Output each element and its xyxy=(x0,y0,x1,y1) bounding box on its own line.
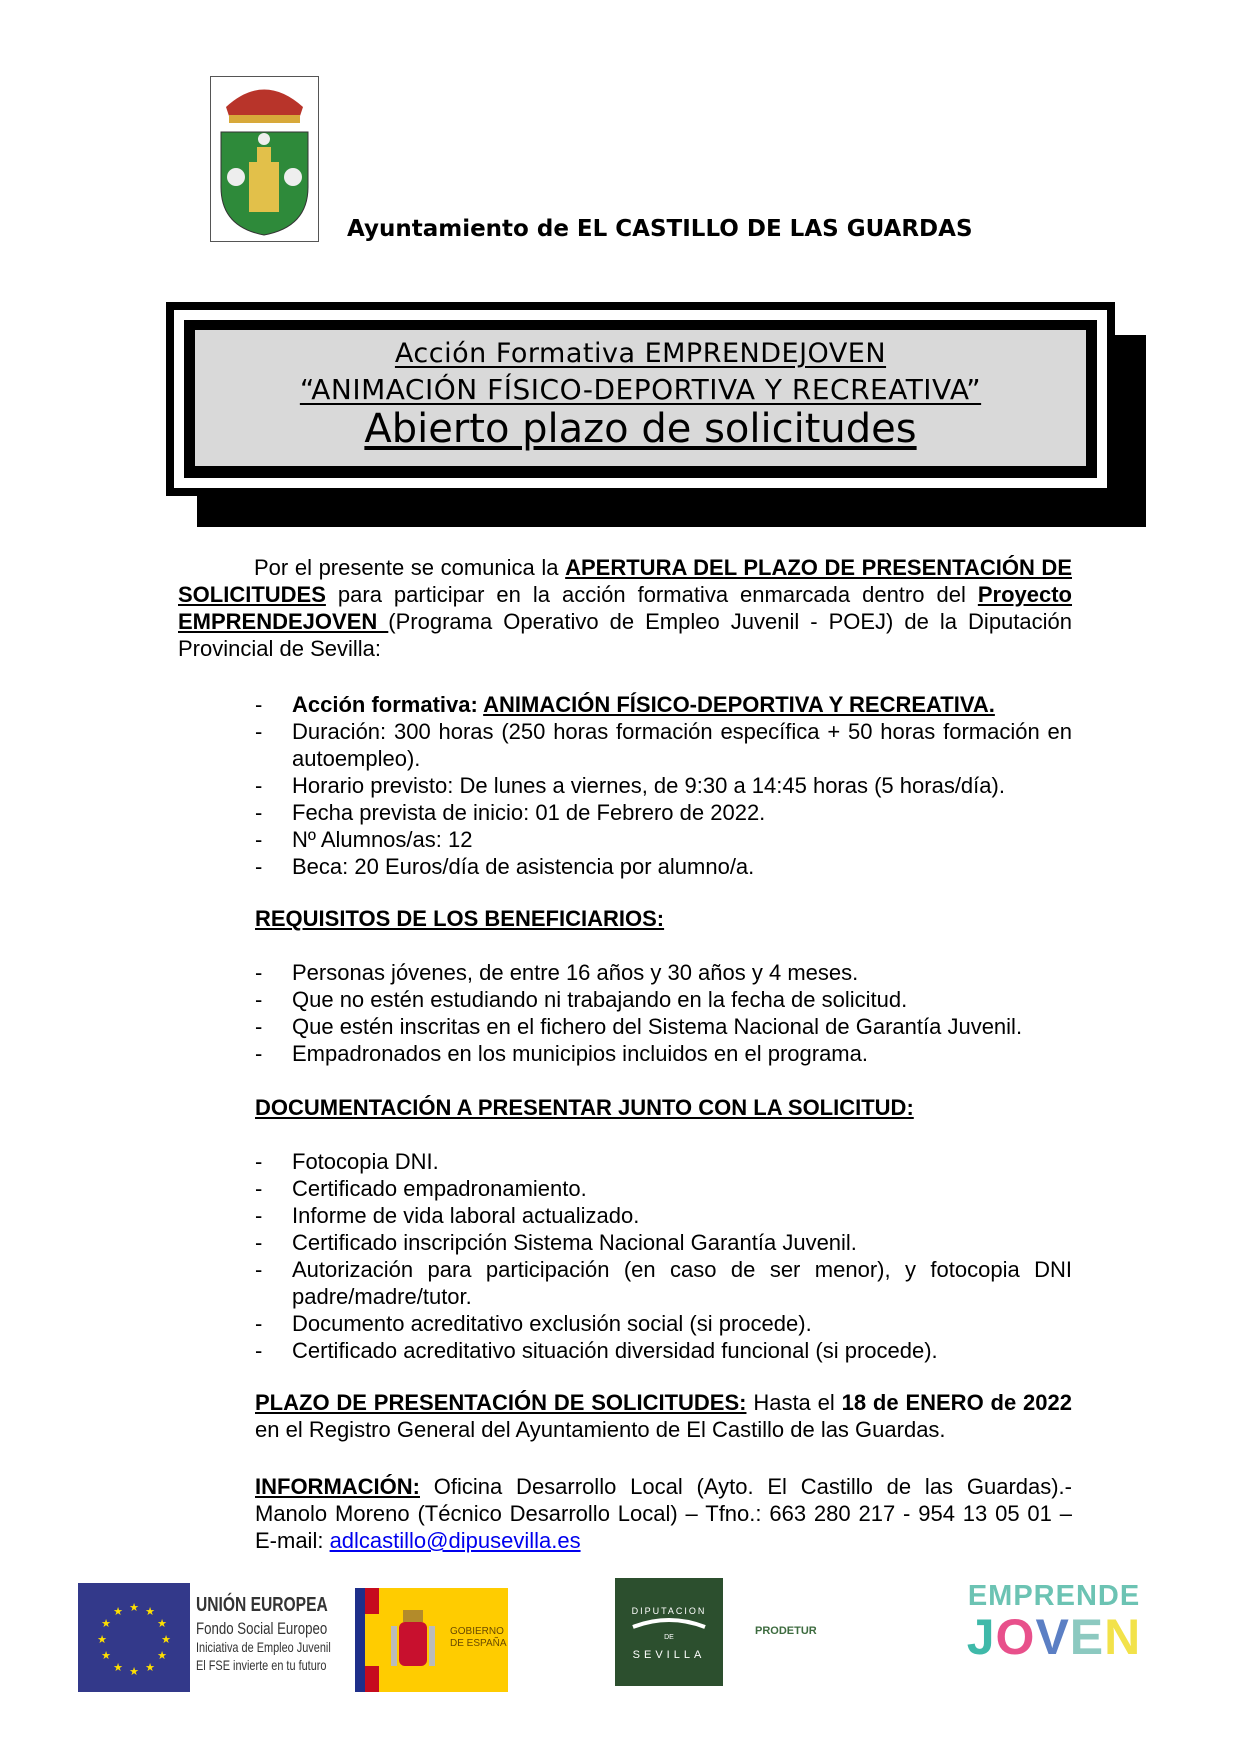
svg-text:★: ★ xyxy=(157,1618,167,1630)
svg-text:★: ★ xyxy=(97,1634,107,1646)
list-item: - Certificado empadronamiento. xyxy=(255,1175,1072,1202)
emprende-text: EMPRENDE xyxy=(967,1580,1141,1612)
svg-text:★: ★ xyxy=(145,1606,155,1618)
contact-label: INFORMACIÓN: xyxy=(255,1474,420,1499)
list-item: - Que no estén estudiando ni trabajando en la fecha de solicitud. xyxy=(255,986,1072,1013)
list-item: - Personas jóvenes, de entre 16 años y 30 años y 4 meses. xyxy=(255,959,1072,986)
emprende-joven-logo xyxy=(959,1580,1149,1665)
joven-letter: E xyxy=(1069,1609,1105,1665)
svg-text:★: ★ xyxy=(101,1650,111,1662)
intro-text: para participar en la acción formativa enmarcada dentro del xyxy=(325,582,978,607)
svg-text:★: ★ xyxy=(145,1662,155,1674)
list-item: - Autorización para participación (en caso de ser menor), y fotocopia DNI padre/madre/tutor. xyxy=(255,1256,1072,1310)
intro-highlight: APERTURA DEL PLAZO DE PRESENTACIÓN DE SOLICITUDES xyxy=(178,555,1072,607)
eu-text: UNIÓN EUROPEA xyxy=(196,1594,328,1616)
eu-text: El FSE invierte en tu futuro xyxy=(196,1656,327,1673)
diputacion-text: DE xyxy=(664,1634,674,1641)
diputacion-text: SEVILLA xyxy=(632,1649,706,1661)
svg-text:★: ★ xyxy=(157,1650,167,1662)
contact-text: Oficina Desarrollo Local (Ayto. El Castillo de las Guardas).- Manolo Moreno (Técnico Desarrollo Local) – Tfno.: 663 280 217 - 954 13 05 01 – E-mail: xyxy=(255,1474,1072,1553)
svg-text:★: ★ xyxy=(129,1666,139,1678)
prodetur-logo: PRODETUR xyxy=(755,1625,817,1637)
spain-coat-of-arms-icon xyxy=(391,1604,435,1676)
deadline-text: Hasta el xyxy=(746,1390,842,1415)
list-item: - Documento acreditativo exclusión social (si procede). xyxy=(255,1310,1072,1337)
banner-title: Abierto plazo de solicitudes xyxy=(364,406,917,452)
banner-line-1: Acción Formativa EMPRENDEJOVEN xyxy=(394,338,887,369)
list-item: - Certificado inscripción Sistema Nacional Garantía Juvenil. xyxy=(255,1229,1072,1256)
eu-text: Fondo Social Europeo xyxy=(196,1619,328,1638)
svg-text:★: ★ xyxy=(161,1634,171,1646)
joven-letter: O xyxy=(995,1609,1036,1665)
municipal-coat-of-arms xyxy=(210,76,319,242)
joven-letter: N xyxy=(1104,1609,1142,1665)
requirements-list xyxy=(255,959,1072,1067)
svg-text:★: ★ xyxy=(113,1662,123,1674)
list-item: - Beca: 20 Euros/día de asistencia por alumno/a. xyxy=(255,853,1072,880)
intro-paragraph xyxy=(178,554,1072,662)
joven-text xyxy=(959,1609,1149,1665)
detail-label: Acción formativa: xyxy=(292,692,484,717)
spain-text: GOBIERNO DE ESPAÑA xyxy=(450,1626,507,1649)
banner xyxy=(195,330,1086,466)
diputacion-sevilla-logo xyxy=(615,1578,723,1686)
list-item: - Informe de vida laboral actualizado. xyxy=(255,1202,1072,1229)
svg-text:★: ★ xyxy=(101,1618,111,1630)
detail-value: ANIMACIÓN FÍSICO-DEPORTIVA Y RECREATIVA. xyxy=(483,692,995,717)
list-item: - Fotocopia DNI. xyxy=(255,1148,1072,1175)
eu-logo xyxy=(78,1583,334,1692)
joven-letter: J xyxy=(966,1609,996,1665)
list-item: - Duración: 300 horas (250 horas formación específica + 50 horas formación en autoempleo). xyxy=(255,718,1072,772)
joven-letter: V xyxy=(1035,1609,1070,1665)
svg-text:★: ★ xyxy=(129,1602,139,1614)
course-details-list xyxy=(255,691,1072,880)
list-item: - Horario previsto: De lunes a viernes, de 9:30 a 14:45 horas (5 horas/día). xyxy=(255,772,1072,799)
list-item xyxy=(255,691,1072,718)
deadline-text: en el Registro General del Ayuntamiento de El Castillo de las Guardas. xyxy=(255,1417,946,1442)
requirements-heading: REQUISITOS DE LOS BENEFICIARIOS: xyxy=(255,906,665,931)
diputacion-text: DIPUTACION xyxy=(631,1606,707,1616)
project-name: Proyecto EMPRENDEJOVEN xyxy=(178,582,1072,634)
municipality-heading: Ayuntamiento de EL CASTILLO DE LAS GUARDAS xyxy=(347,216,973,242)
eu-flag xyxy=(78,1583,190,1692)
gobierno-espana-logo xyxy=(355,1588,508,1692)
intro-text: Por el presente se comunica la xyxy=(254,555,566,580)
list-item: - Certificado acreditativo situación diversidad funcional (si procede). xyxy=(255,1337,1072,1364)
banner-line-2: “ANIMACIÓN FÍSICO-DEPORTIVA Y RECREATIVA” xyxy=(299,373,982,406)
list-item: - Que estén inscritas en el fichero del Sistema Nacional de Garantía Juvenil. xyxy=(255,1013,1072,1040)
list-item: - Empadronados en los municipios incluidos en el programa. xyxy=(255,1040,1072,1067)
list-item: - Nº Alumnos/as: 12 xyxy=(255,826,1072,853)
contact-paragraph xyxy=(255,1473,1072,1554)
deadline-label: PLAZO DE PRESENTACIÓN DE SOLICITUDES: xyxy=(255,1390,747,1415)
eu-text: Iniciativa de Empleo Juvenil xyxy=(196,1639,331,1656)
documentation-heading: DOCUMENTACIÓN A PRESENTAR JUNTO CON LA SOLICITUD: xyxy=(255,1095,914,1120)
deadline-date: 18 de ENERO de 2022 xyxy=(841,1390,1072,1415)
list-item: - Fecha prevista de inicio: 01 de Febrero de 2022. xyxy=(255,799,1072,826)
intro-text: (Programa Operativo de Empleo Juvenil - POEJ) de la Diputación Provincial de Sevilla: xyxy=(178,609,1072,661)
deadline-paragraph xyxy=(255,1389,1072,1443)
documentation-list xyxy=(255,1148,1072,1364)
svg-text:★: ★ xyxy=(113,1606,123,1618)
email-link[interactable]: adlcastillo@dipusevilla.es xyxy=(329,1528,581,1553)
arch-icon xyxy=(629,1617,709,1629)
